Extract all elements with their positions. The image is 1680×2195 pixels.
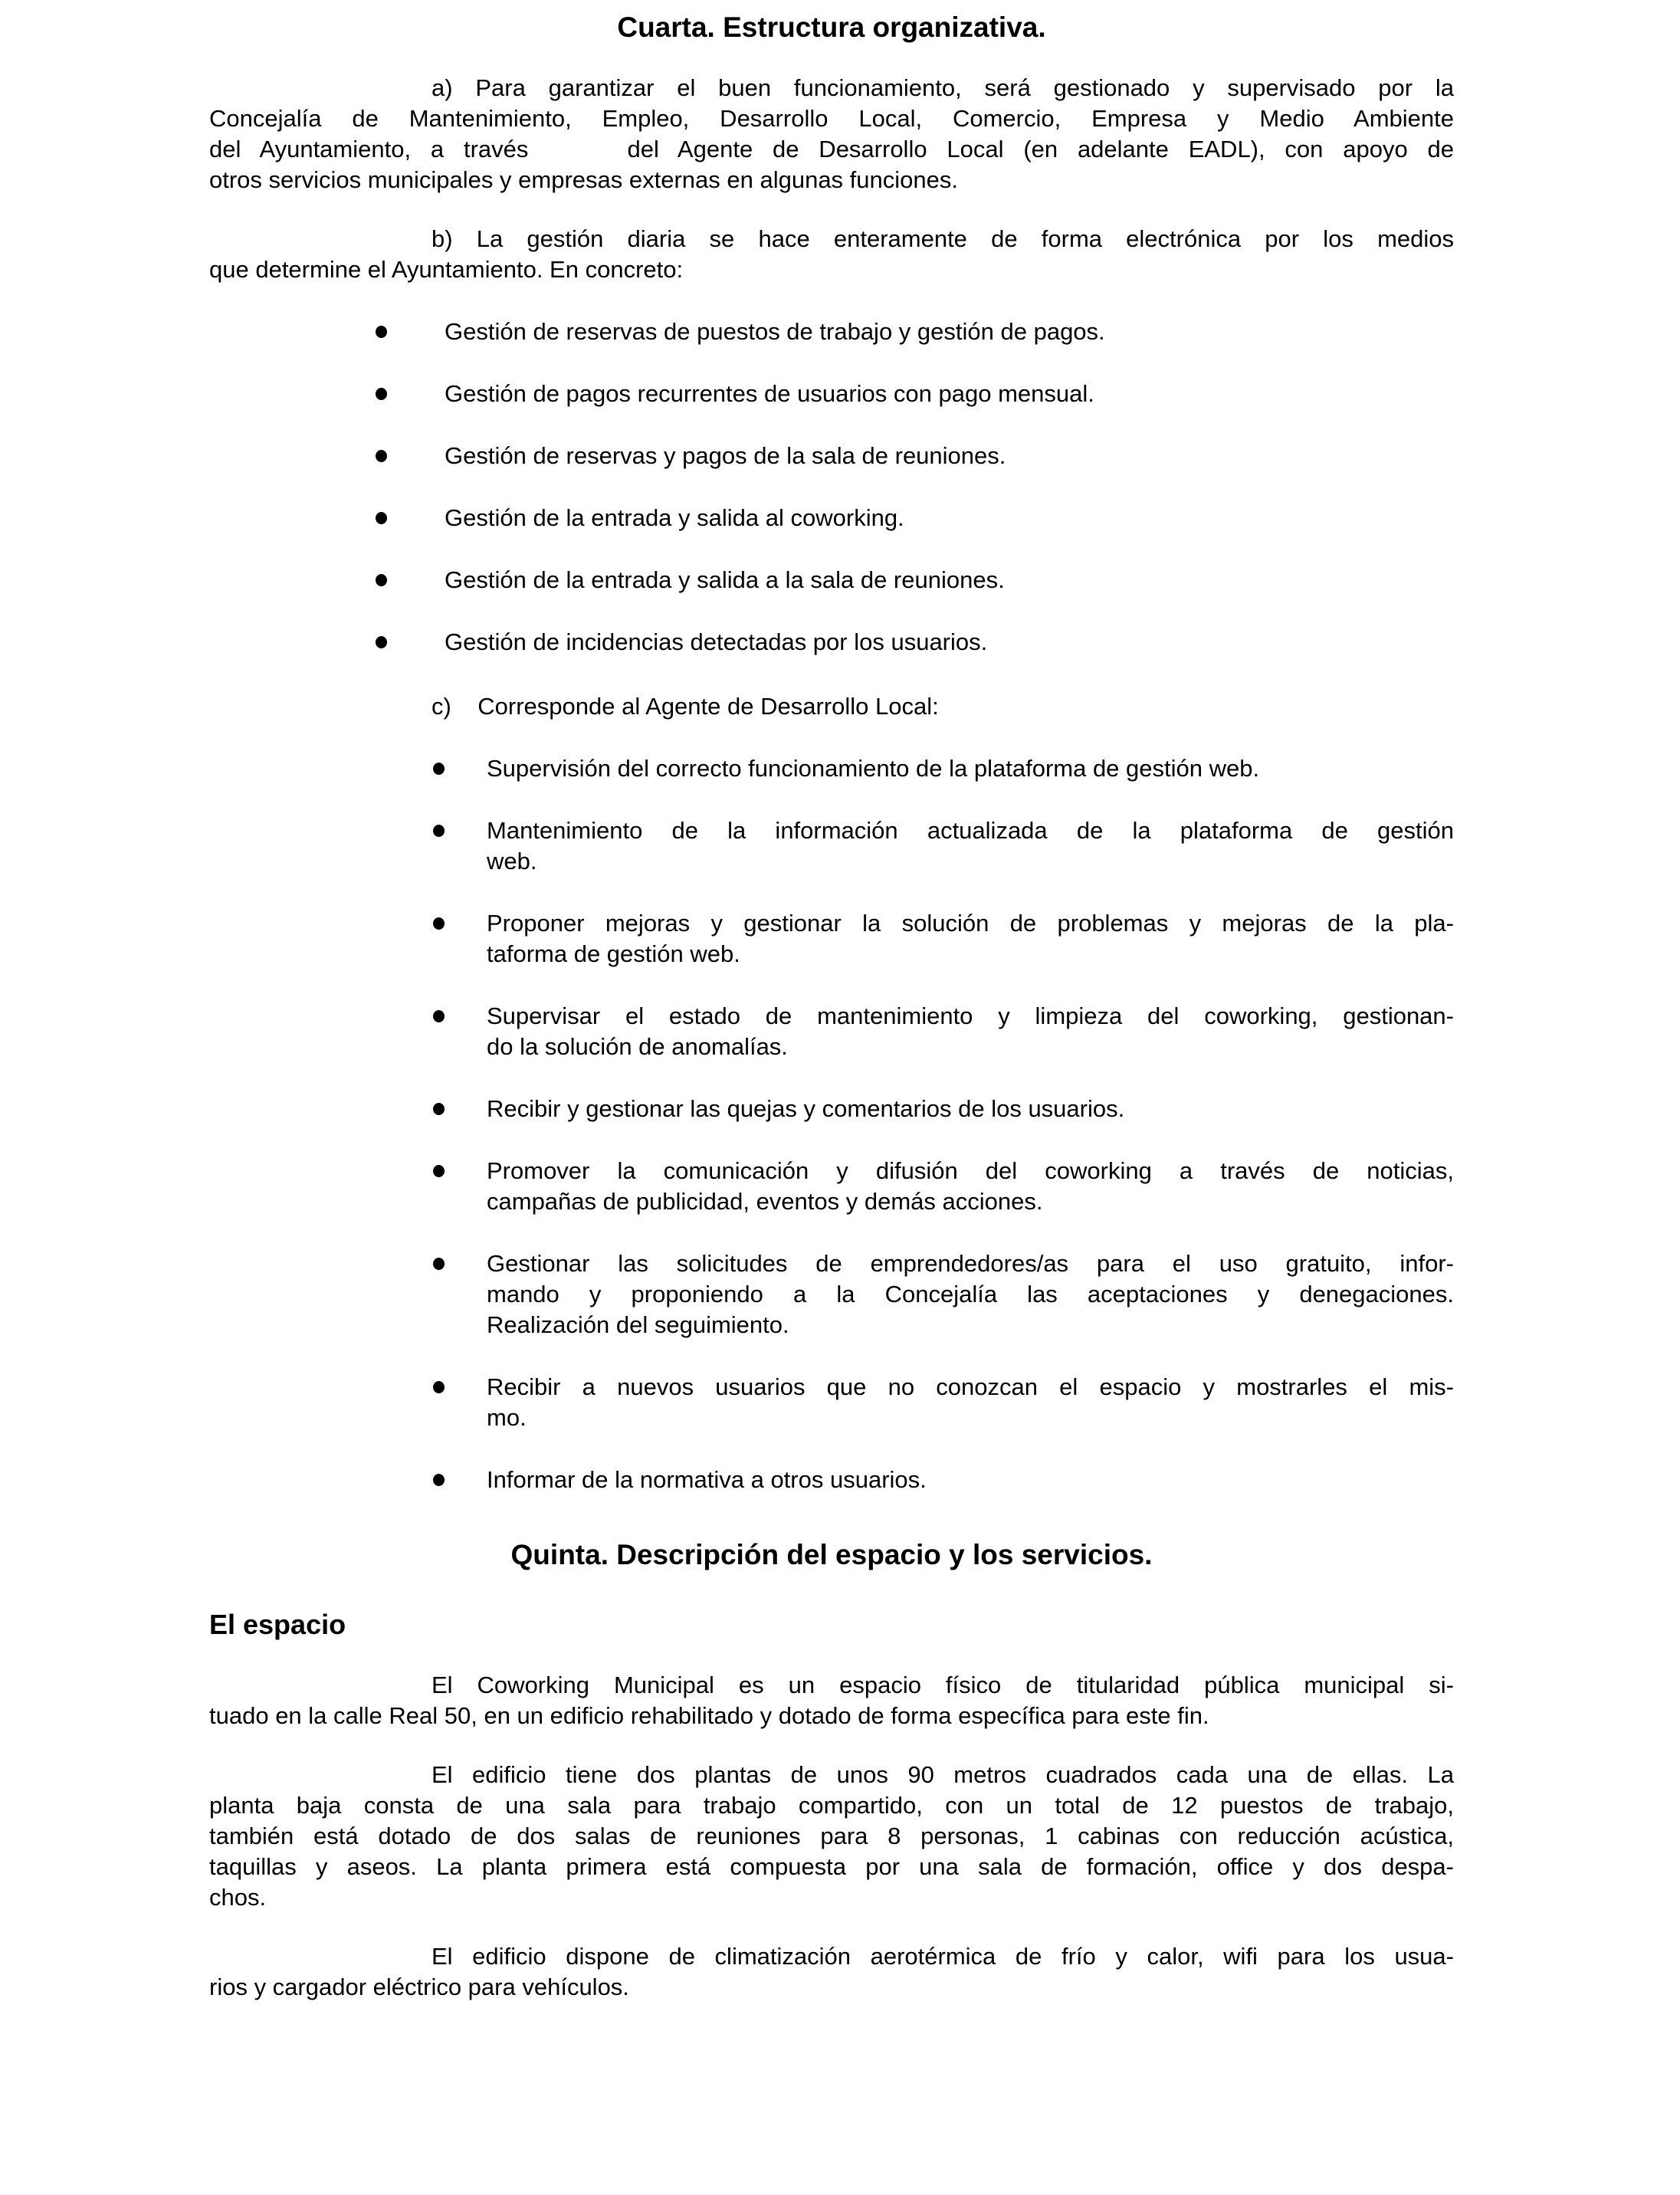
paragraph-b: [209, 224, 1454, 285]
paragraph-line: El Coworking Municipal es un espacio físico de titularidad pública municipal si-: [431, 1672, 1454, 1698]
bullet-icon: [376, 574, 387, 586]
el-espacio-heading: El espacio: [209, 1609, 346, 1640]
paragraph-line: taquillas y aseos. La planta primera está compuesta por una sala de formación, office y dos despa-: [209, 1853, 1454, 1880]
bullet-icon: [376, 388, 387, 400]
bullet-item-text: Informar de la normativa a otros usuarios.: [487, 1466, 927, 1493]
bullet-icon: [376, 512, 387, 524]
bullet-item: [209, 1465, 1454, 1495]
bullet-icon: [433, 1381, 445, 1393]
paragraph-line: El edificio tiene dos plantas de unos 90 metros cuadrados cada una de ellas. La: [431, 1761, 1454, 1788]
paragraph-a-line: Concejalía de Mantenimiento, Empleo, Desarrollo Local, Comercio, Empresa y Medio Ambiente: [209, 105, 1454, 132]
bullet-icon: [376, 636, 387, 648]
paragraph-a: [209, 73, 1454, 195]
bullet-icon: [433, 1010, 445, 1022]
bullet-item-text: taforma de gestión web.: [487, 940, 740, 967]
bullet-item: [209, 441, 1454, 471]
section-quinta-title: Quinta. Descripción del espacio y los servicios.: [510, 1539, 1153, 1570]
paragraph-c-line: c) Corresponde al Agente de Desarrollo Local:: [431, 693, 939, 720]
paragraph-b-line: que determine el Ayuntamiento. En concreto:: [209, 256, 684, 283]
bullet-item-text: Gestionar las solicitudes de emprendedores/as para el uso gratuito, infor-: [487, 1250, 1454, 1277]
bullet-item-text: Proponer mejoras y gestionar la solución de problemas y mejoras de la pla-: [487, 910, 1454, 937]
paragraph-line: también está dotado de dos salas de reuniones para 8 personas, 1 cabinas con reducción acústica,: [209, 1823, 1454, 1849]
paragraph-espacio-3: [209, 1941, 1454, 2003]
bullet-item-text: mando y proponiendo a la Concejalía las aceptaciones y denegaciones.: [487, 1281, 1454, 1307]
bullet-icon: [433, 1165, 445, 1177]
bullet-item-text: Supervisión del correcto funcionamiento de la plataforma de gestión web.: [487, 755, 1260, 782]
bullet-item-text: do la solución de anomalías.: [487, 1033, 788, 1060]
paragraph-line: tuado en la calle Real 50, en un edificio rehabilitado y dotado de forma específica para este fin.: [209, 1702, 1209, 1729]
bullet-item-text: Gestión de reservas y pagos de la sala de reuniones.: [445, 442, 1006, 469]
bullet-item-text: campañas de publicidad, eventos y demás acciones.: [487, 1188, 1043, 1215]
paragraph-espacio-1: [209, 1670, 1454, 1731]
bullet-icon: [433, 825, 445, 837]
bullet-icon: [433, 763, 445, 775]
bullet-item: [209, 753, 1454, 784]
bullet-item: [209, 503, 1454, 533]
paragraph-c: [209, 691, 1454, 722]
bullet-item: [209, 627, 1454, 658]
bullet-item: [209, 815, 1454, 877]
paragraph-line: chos.: [209, 1884, 267, 1911]
section-cuarta-title: Cuarta. Estructura organizativa.: [617, 11, 1046, 43]
bullet-icon: [433, 1258, 445, 1270]
bullet-item-text: Realización del seguimiento.: [487, 1311, 789, 1338]
paragraph-a-line: a) Para garantizar el buen funcionamiento, será gestionado y supervisado por la: [431, 74, 1454, 101]
bullet-item-text: Recibir y gestionar las quejas y comentarios de los usuarios.: [487, 1095, 1125, 1122]
paragraph-espacio-2: [209, 1760, 1454, 1913]
bullet-icon: [376, 450, 387, 462]
paragraph-b-line: b) La gestión diaria se hace enteramente de forma electrónica por los medios: [431, 225, 1454, 252]
bullet-item-text: Gestión de pagos recurrentes de usuarios con pago mensual.: [445, 380, 1094, 407]
bullet-item: [209, 1001, 1454, 1062]
bullet-item-text: Recibir a nuevos usuarios que no conozcan el espacio y mostrarles el mis-: [487, 1373, 1454, 1400]
bullet-item-text: Gestión de la entrada y salida al coworking.: [445, 504, 904, 531]
paragraph-line: rios y cargador eléctrico para vehículos.: [209, 1974, 629, 2000]
bullet-item-text: Promover la comunicación y difusión del coworking a través de noticias,: [487, 1157, 1454, 1184]
paragraph-a-line: del Ayuntamiento, a través del Agente de Desarrollo Local (en adelante EADL), con apoyo de: [209, 136, 1454, 162]
bullet-item-text: web.: [487, 848, 537, 874]
bullet-item-text: Gestión de la entrada y salida a la sala de reuniones.: [445, 566, 1005, 593]
bullet-item: [209, 379, 1454, 409]
bullet-item: [209, 1156, 1454, 1217]
bullet-item-text: Supervisar el estado de mantenimiento y limpieza del coworking, gestionan-: [487, 1002, 1454, 1029]
bullet-icon: [433, 1103, 445, 1115]
bullet-item-text: Gestión de reservas de puestos de trabajo y gestión de pagos.: [445, 318, 1105, 345]
bullet-item-text: Gestión de incidencias detectadas por los usuarios.: [445, 628, 988, 655]
bullet-item: [209, 317, 1454, 347]
bullet-item: [209, 1248, 1454, 1340]
paragraph-a-line: otros servicios municipales y empresas externas en algunas funciones.: [209, 166, 958, 193]
paragraph-line: planta baja consta de una sala para trabajo compartido, con un total de 12 puestos de trabajo,: [209, 1792, 1454, 1819]
bullet-item: [209, 565, 1454, 596]
bullet-icon: [433, 1474, 445, 1486]
bullet-item-text: mo.: [487, 1404, 527, 1431]
bullet-item: [209, 908, 1454, 970]
bullet-item-text: Mantenimiento de la información actualizada de la plataforma de gestión: [487, 817, 1454, 844]
bullet-icon: [433, 917, 445, 930]
bullet-item: [209, 1094, 1454, 1124]
paragraph-line: El edificio dispone de climatización aerotérmica de frío y calor, wifi para los usua-: [431, 1943, 1454, 1970]
bullet-item: [209, 1372, 1454, 1433]
bullet-icon: [376, 326, 387, 338]
